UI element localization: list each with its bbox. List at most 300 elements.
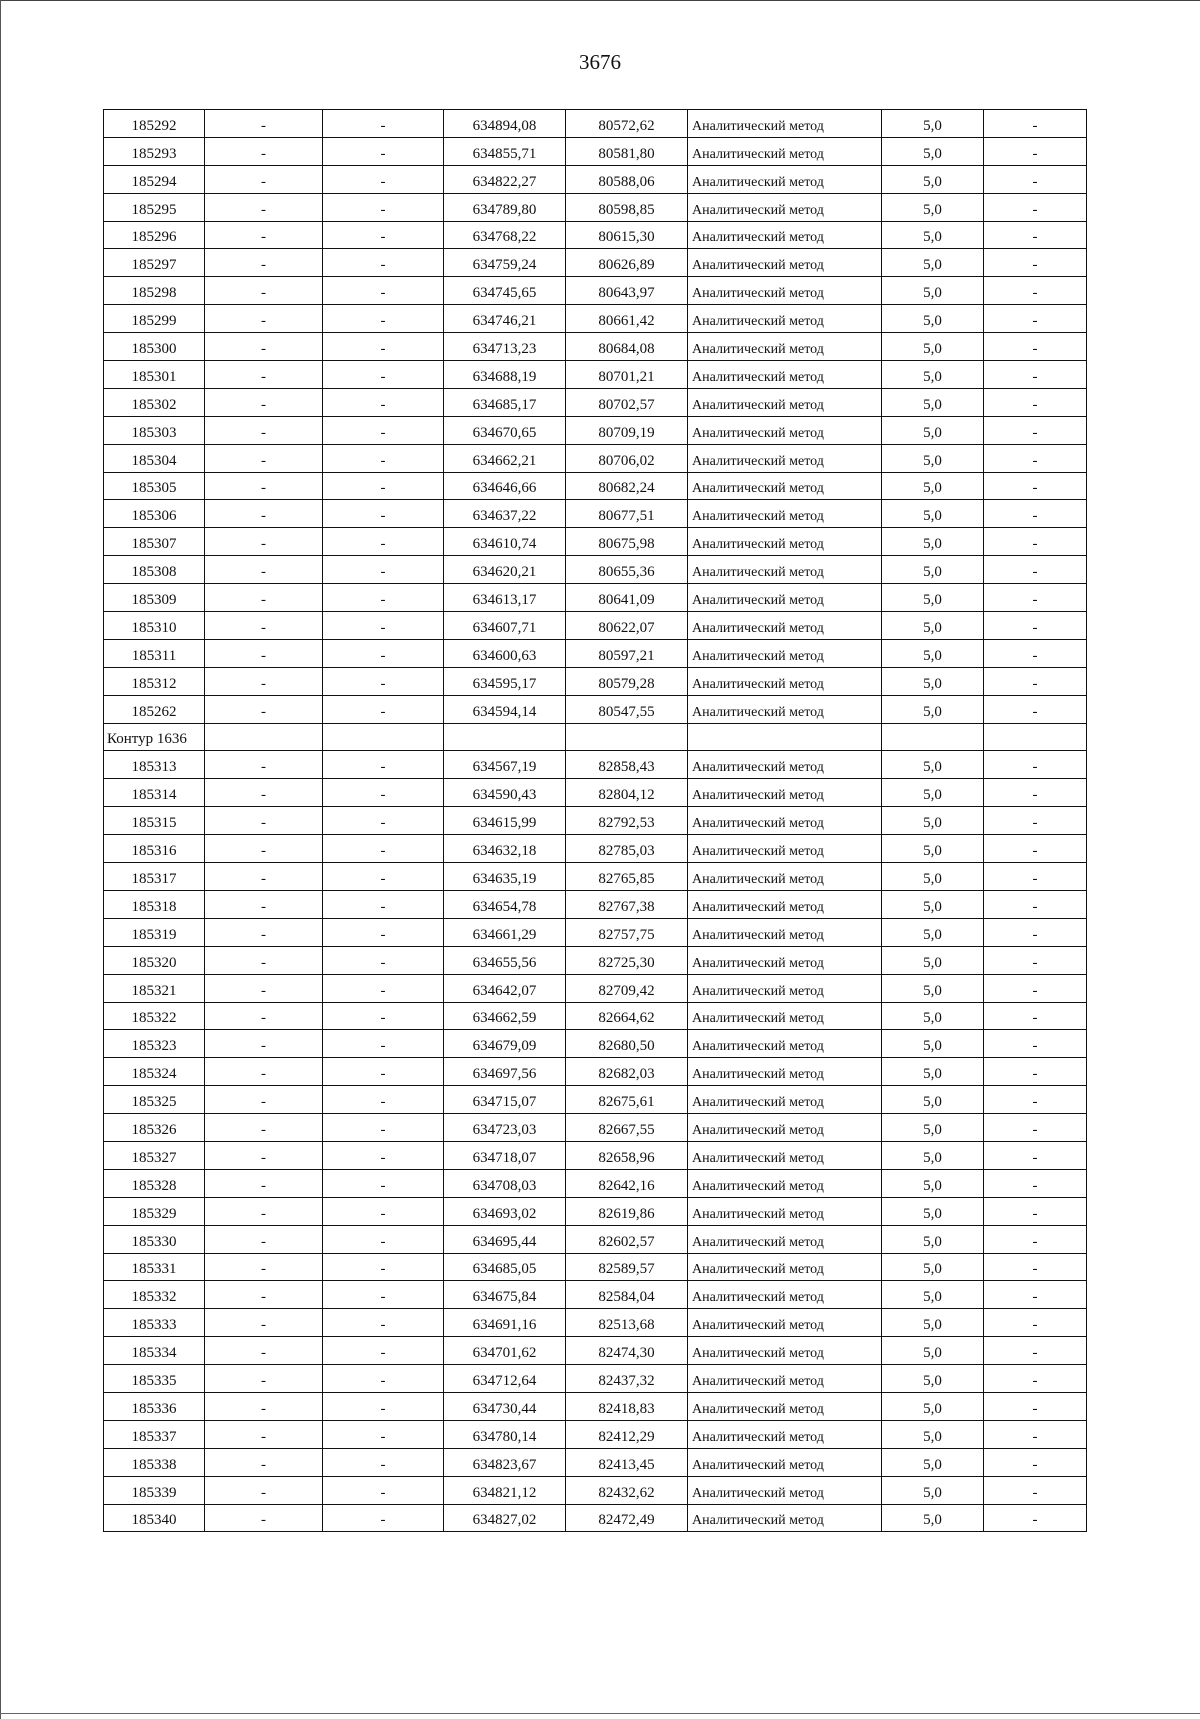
dash-cell-b: - xyxy=(323,890,444,918)
x-coordinate-cell: 634745,65 xyxy=(444,277,566,305)
table-row xyxy=(104,221,1087,249)
table-row xyxy=(104,333,1087,361)
dash-cell-b: - xyxy=(323,528,444,556)
accuracy-cell: 5,0 xyxy=(882,1392,984,1420)
table-row xyxy=(104,946,1087,974)
dash-cell-c: - xyxy=(984,137,1087,165)
dash-cell-b: - xyxy=(323,1476,444,1504)
point-number-cell: 185329 xyxy=(104,1197,205,1225)
dash-cell-b: - xyxy=(323,751,444,779)
method-cell: Аналитический метод xyxy=(688,110,882,138)
x-coordinate-cell: 634697,56 xyxy=(444,1058,566,1086)
method-cell: Аналитический метод xyxy=(688,221,882,249)
dash-cell-b: - xyxy=(323,946,444,974)
x-coordinate-cell: 634607,71 xyxy=(444,612,566,640)
x-coordinate-cell: 634855,71 xyxy=(444,137,566,165)
dash-cell-b: - xyxy=(323,639,444,667)
dash-cell-b: - xyxy=(323,333,444,361)
method-cell: Аналитический метод xyxy=(688,137,882,165)
dash-cell-a: - xyxy=(205,444,323,472)
point-number-cell: 185311 xyxy=(104,639,205,667)
dash-cell-b: - xyxy=(323,110,444,138)
point-number-cell: 185300 xyxy=(104,333,205,361)
y-coordinate-cell: 82412,29 xyxy=(566,1420,688,1448)
dash-cell-c: - xyxy=(984,779,1087,807)
dash-cell-c: - xyxy=(984,1114,1087,1142)
table-row xyxy=(104,193,1087,221)
y-coordinate-cell: 82664,62 xyxy=(566,1002,688,1030)
dash-cell-c: - xyxy=(984,1225,1087,1253)
x-coordinate-cell: 634662,21 xyxy=(444,444,566,472)
table-row xyxy=(104,1504,1087,1532)
method-cell: Аналитический метод xyxy=(688,1002,882,1030)
dash-cell-b: - xyxy=(323,277,444,305)
dash-cell-a: - xyxy=(205,584,323,612)
table-row xyxy=(104,388,1087,416)
x-coordinate-cell: 634827,02 xyxy=(444,1504,566,1532)
dash-cell-a: - xyxy=(205,137,323,165)
accuracy-cell: 5,0 xyxy=(882,779,984,807)
accuracy-cell: 5,0 xyxy=(882,110,984,138)
dash-cell-c: - xyxy=(984,528,1087,556)
accuracy-cell: 5,0 xyxy=(882,918,984,946)
point-number-cell: 185305 xyxy=(104,472,205,500)
y-coordinate-cell: 80598,85 xyxy=(566,193,688,221)
dash-cell-c: - xyxy=(984,388,1087,416)
accuracy-cell: 5,0 xyxy=(882,1225,984,1253)
dash-cell-c: - xyxy=(984,1002,1087,1030)
y-coordinate-cell: 82584,04 xyxy=(566,1281,688,1309)
dash-cell-b: - xyxy=(323,1420,444,1448)
dash-cell-a: - xyxy=(205,1504,323,1532)
y-coordinate-cell: 82619,86 xyxy=(566,1197,688,1225)
y-coordinate-cell: 82858,43 xyxy=(566,751,688,779)
table-row xyxy=(104,751,1087,779)
point-number-cell: 185262 xyxy=(104,695,205,723)
dash-cell-a: - xyxy=(205,890,323,918)
bottom-border-line xyxy=(0,1713,1200,1714)
table-row xyxy=(104,918,1087,946)
accuracy-cell: 5,0 xyxy=(882,1169,984,1197)
dash-cell-a: - xyxy=(205,1281,323,1309)
dash-cell-c: - xyxy=(984,1058,1087,1086)
x-coordinate-cell: 634693,02 xyxy=(444,1197,566,1225)
dash-cell-c: - xyxy=(984,807,1087,835)
dash-cell-c: - xyxy=(984,1086,1087,1114)
point-number-cell: 185333 xyxy=(104,1309,205,1337)
accuracy-cell: 5,0 xyxy=(882,1197,984,1225)
dash-cell-a: - xyxy=(205,1420,323,1448)
dash-cell-a: - xyxy=(205,1197,323,1225)
dash-cell-c: - xyxy=(984,1476,1087,1504)
method-cell: Аналитический метод xyxy=(688,639,882,667)
dash-cell-b: - xyxy=(323,1392,444,1420)
method-cell: Аналитический метод xyxy=(688,1030,882,1058)
dash-cell-b: - xyxy=(323,1002,444,1030)
x-coordinate-cell: 634746,21 xyxy=(444,305,566,333)
point-number-cell: 185304 xyxy=(104,444,205,472)
point-number-cell: 185337 xyxy=(104,1420,205,1448)
accuracy-cell: 5,0 xyxy=(882,612,984,640)
dash-cell-a: - xyxy=(205,193,323,221)
table-row xyxy=(104,1337,1087,1365)
empty-cell xyxy=(566,723,688,751)
accuracy-cell: 5,0 xyxy=(882,974,984,1002)
y-coordinate-cell: 80684,08 xyxy=(566,333,688,361)
table-row xyxy=(104,1225,1087,1253)
accuracy-cell: 5,0 xyxy=(882,890,984,918)
x-coordinate-cell: 634646,66 xyxy=(444,472,566,500)
dash-cell-a: - xyxy=(205,835,323,863)
accuracy-cell: 5,0 xyxy=(882,1337,984,1365)
table-row xyxy=(104,110,1087,138)
dash-cell-a: - xyxy=(205,779,323,807)
table-row xyxy=(104,835,1087,863)
method-cell: Аналитический метод xyxy=(688,249,882,277)
dash-cell-c: - xyxy=(984,1392,1087,1420)
dash-cell-c: - xyxy=(984,946,1087,974)
point-number-cell: 185315 xyxy=(104,807,205,835)
dash-cell-c: - xyxy=(984,1420,1087,1448)
accuracy-cell: 5,0 xyxy=(882,751,984,779)
dash-cell-c: - xyxy=(984,1197,1087,1225)
accuracy-cell: 5,0 xyxy=(882,1086,984,1114)
dash-cell-a: - xyxy=(205,165,323,193)
accuracy-cell: 5,0 xyxy=(882,333,984,361)
dash-cell-a: - xyxy=(205,1392,323,1420)
method-cell: Аналитический метод xyxy=(688,1141,882,1169)
accuracy-cell: 5,0 xyxy=(882,639,984,667)
dash-cell-b: - xyxy=(323,1253,444,1281)
table-row xyxy=(104,1365,1087,1393)
table-row xyxy=(104,1448,1087,1476)
dash-cell-b: - xyxy=(323,1365,444,1393)
x-coordinate-cell: 634635,19 xyxy=(444,863,566,891)
method-cell: Аналитический метод xyxy=(688,807,882,835)
method-cell: Аналитический метод xyxy=(688,1392,882,1420)
empty-cell xyxy=(882,723,984,751)
dash-cell-c: - xyxy=(984,639,1087,667)
dash-cell-b: - xyxy=(323,249,444,277)
x-coordinate-cell: 634822,27 xyxy=(444,165,566,193)
y-coordinate-cell: 80581,80 xyxy=(566,137,688,165)
empty-cell xyxy=(688,723,882,751)
table-row xyxy=(104,361,1087,389)
point-number-cell: 185292 xyxy=(104,110,205,138)
accuracy-cell: 5,0 xyxy=(882,1058,984,1086)
dash-cell-a: - xyxy=(205,863,323,891)
table-row xyxy=(104,974,1087,1002)
dash-cell-a: - xyxy=(205,1309,323,1337)
table-row xyxy=(104,1309,1087,1337)
dash-cell-c: - xyxy=(984,444,1087,472)
dash-cell-a: - xyxy=(205,1225,323,1253)
method-cell: Аналитический метод xyxy=(688,500,882,528)
dash-cell-a: - xyxy=(205,695,323,723)
dash-cell-c: - xyxy=(984,1141,1087,1169)
method-cell: Аналитический метод xyxy=(688,1504,882,1532)
x-coordinate-cell: 634713,23 xyxy=(444,333,566,361)
accuracy-cell: 5,0 xyxy=(882,1141,984,1169)
method-cell: Аналитический метод xyxy=(688,1058,882,1086)
dash-cell-c: - xyxy=(984,751,1087,779)
dash-cell-c: - xyxy=(984,110,1087,138)
x-coordinate-cell: 634632,18 xyxy=(444,835,566,863)
x-coordinate-cell: 634894,08 xyxy=(444,110,566,138)
y-coordinate-cell: 80675,98 xyxy=(566,528,688,556)
table-row xyxy=(104,1114,1087,1142)
dash-cell-b: - xyxy=(323,835,444,863)
y-coordinate-cell: 82765,85 xyxy=(566,863,688,891)
dash-cell-c: - xyxy=(984,1253,1087,1281)
point-number-cell: 185298 xyxy=(104,277,205,305)
method-cell: Аналитический метод xyxy=(688,388,882,416)
point-number-cell: 185326 xyxy=(104,1114,205,1142)
dash-cell-b: - xyxy=(323,1030,444,1058)
accuracy-cell: 5,0 xyxy=(882,249,984,277)
dash-cell-b: - xyxy=(323,918,444,946)
y-coordinate-cell: 80597,21 xyxy=(566,639,688,667)
table-row xyxy=(104,863,1087,891)
y-coordinate-cell: 82804,12 xyxy=(566,779,688,807)
method-cell: Аналитический метод xyxy=(688,528,882,556)
x-coordinate-cell: 634685,17 xyxy=(444,388,566,416)
x-coordinate-cell: 634789,80 xyxy=(444,193,566,221)
y-coordinate-cell: 82667,55 xyxy=(566,1114,688,1142)
dash-cell-c: - xyxy=(984,584,1087,612)
y-coordinate-cell: 82474,30 xyxy=(566,1337,688,1365)
method-cell: Аналитический метод xyxy=(688,416,882,444)
dash-cell-b: - xyxy=(323,193,444,221)
dash-cell-a: - xyxy=(205,110,323,138)
point-number-cell: 185327 xyxy=(104,1141,205,1169)
accuracy-cell: 5,0 xyxy=(882,556,984,584)
dash-cell-b: - xyxy=(323,1058,444,1086)
y-coordinate-cell: 80579,28 xyxy=(566,667,688,695)
table-row xyxy=(104,807,1087,835)
method-cell: Аналитический метод xyxy=(688,946,882,974)
dash-cell-c: - xyxy=(984,1504,1087,1532)
point-number-cell: 185313 xyxy=(104,751,205,779)
dash-cell-b: - xyxy=(323,556,444,584)
x-coordinate-cell: 634759,24 xyxy=(444,249,566,277)
accuracy-cell: 5,0 xyxy=(882,1030,984,1058)
table-row xyxy=(104,667,1087,695)
method-cell: Аналитический метод xyxy=(688,1225,882,1253)
dash-cell-a: - xyxy=(205,500,323,528)
method-cell: Аналитический метод xyxy=(688,361,882,389)
y-coordinate-cell: 80622,07 xyxy=(566,612,688,640)
x-coordinate-cell: 634620,21 xyxy=(444,556,566,584)
x-coordinate-cell: 634715,07 xyxy=(444,1086,566,1114)
dash-cell-c: - xyxy=(984,556,1087,584)
y-coordinate-cell: 82513,68 xyxy=(566,1309,688,1337)
point-number-cell: 185340 xyxy=(104,1504,205,1532)
dash-cell-c: - xyxy=(984,472,1087,500)
x-coordinate-cell: 634712,64 xyxy=(444,1365,566,1393)
method-cell: Аналитический метод xyxy=(688,444,882,472)
point-number-cell: 185306 xyxy=(104,500,205,528)
method-cell: Аналитический метод xyxy=(688,779,882,807)
point-number-cell: 185323 xyxy=(104,1030,205,1058)
point-number-cell: 185320 xyxy=(104,946,205,974)
x-coordinate-cell: 634730,44 xyxy=(444,1392,566,1420)
dash-cell-b: - xyxy=(323,1169,444,1197)
table-row xyxy=(104,277,1087,305)
accuracy-cell: 5,0 xyxy=(882,221,984,249)
point-number-cell: 185318 xyxy=(104,890,205,918)
dash-cell-b: - xyxy=(323,1448,444,1476)
method-cell: Аналитический метод xyxy=(688,1365,882,1393)
dash-cell-c: - xyxy=(984,612,1087,640)
dash-cell-c: - xyxy=(984,890,1087,918)
accuracy-cell: 5,0 xyxy=(882,165,984,193)
point-number-cell: 185334 xyxy=(104,1337,205,1365)
method-cell: Аналитический метод xyxy=(688,584,882,612)
dash-cell-a: - xyxy=(205,472,323,500)
dash-cell-a: - xyxy=(205,1476,323,1504)
dash-cell-b: - xyxy=(323,779,444,807)
table-row xyxy=(104,1086,1087,1114)
dash-cell-a: - xyxy=(205,1448,323,1476)
y-coordinate-cell: 82680,50 xyxy=(566,1030,688,1058)
dash-cell-a: - xyxy=(205,277,323,305)
method-cell: Аналитический метод xyxy=(688,1253,882,1281)
y-coordinate-cell: 82785,03 xyxy=(566,835,688,863)
accuracy-cell: 5,0 xyxy=(882,807,984,835)
dash-cell-b: - xyxy=(323,974,444,1002)
accuracy-cell: 5,0 xyxy=(882,1309,984,1337)
point-number-cell: 185325 xyxy=(104,1086,205,1114)
table-row xyxy=(104,444,1087,472)
dash-cell-c: - xyxy=(984,1365,1087,1393)
x-coordinate-cell: 634679,09 xyxy=(444,1030,566,1058)
dash-cell-c: - xyxy=(984,500,1087,528)
accuracy-cell: 5,0 xyxy=(882,193,984,221)
x-coordinate-cell: 634691,16 xyxy=(444,1309,566,1337)
dash-cell-a: - xyxy=(205,1169,323,1197)
dash-cell-a: - xyxy=(205,946,323,974)
point-number-cell: 185294 xyxy=(104,165,205,193)
table-row xyxy=(104,695,1087,723)
point-number-cell: 185310 xyxy=(104,612,205,640)
coordinates-table xyxy=(103,109,1087,1532)
method-cell: Аналитический метод xyxy=(688,918,882,946)
empty-cell xyxy=(984,723,1087,751)
point-number-cell: 185332 xyxy=(104,1281,205,1309)
dash-cell-a: - xyxy=(205,528,323,556)
y-coordinate-cell: 82792,53 xyxy=(566,807,688,835)
y-coordinate-cell: 82709,42 xyxy=(566,974,688,1002)
table-row xyxy=(104,890,1087,918)
accuracy-cell: 5,0 xyxy=(882,1253,984,1281)
y-coordinate-cell: 80677,51 xyxy=(566,500,688,528)
dash-cell-b: - xyxy=(323,1225,444,1253)
dash-cell-c: - xyxy=(984,1169,1087,1197)
method-cell: Аналитический метод xyxy=(688,612,882,640)
left-border-line xyxy=(0,0,1,1719)
x-coordinate-cell: 634768,22 xyxy=(444,221,566,249)
y-coordinate-cell: 80706,02 xyxy=(566,444,688,472)
dash-cell-a: - xyxy=(205,1086,323,1114)
dash-cell-c: - xyxy=(984,333,1087,361)
top-border-line xyxy=(0,0,1200,1)
accuracy-cell: 5,0 xyxy=(882,1420,984,1448)
y-coordinate-cell: 82432,62 xyxy=(566,1476,688,1504)
dash-cell-b: - xyxy=(323,361,444,389)
dash-cell-c: - xyxy=(984,974,1087,1002)
empty-cell xyxy=(444,723,566,751)
point-number-cell: 185317 xyxy=(104,863,205,891)
dash-cell-b: - xyxy=(323,444,444,472)
y-coordinate-cell: 82589,57 xyxy=(566,1253,688,1281)
method-cell: Аналитический метод xyxy=(688,165,882,193)
dash-cell-b: - xyxy=(323,500,444,528)
table-row xyxy=(104,1058,1087,1086)
table-row xyxy=(104,528,1087,556)
accuracy-cell: 5,0 xyxy=(882,584,984,612)
y-coordinate-cell: 80701,21 xyxy=(566,361,688,389)
x-coordinate-cell: 634670,65 xyxy=(444,416,566,444)
dash-cell-a: - xyxy=(205,388,323,416)
y-coordinate-cell: 80641,09 xyxy=(566,584,688,612)
table-row xyxy=(104,1030,1087,1058)
dash-cell-a: - xyxy=(205,1030,323,1058)
dash-cell-a: - xyxy=(205,807,323,835)
x-coordinate-cell: 634662,59 xyxy=(444,1002,566,1030)
x-coordinate-cell: 634718,07 xyxy=(444,1141,566,1169)
method-cell: Аналитический метод xyxy=(688,556,882,584)
y-coordinate-cell: 82767,38 xyxy=(566,890,688,918)
accuracy-cell: 5,0 xyxy=(882,500,984,528)
dash-cell-b: - xyxy=(323,1141,444,1169)
point-number-cell: 185321 xyxy=(104,974,205,1002)
point-number-cell: 185322 xyxy=(104,1002,205,1030)
dash-cell-b: - xyxy=(323,695,444,723)
table-row xyxy=(104,305,1087,333)
dash-cell-c: - xyxy=(984,249,1087,277)
accuracy-cell: 5,0 xyxy=(882,1365,984,1393)
dash-cell-b: - xyxy=(323,137,444,165)
x-coordinate-cell: 634685,05 xyxy=(444,1253,566,1281)
dash-cell-b: - xyxy=(323,1086,444,1114)
y-coordinate-cell: 82642,16 xyxy=(566,1169,688,1197)
y-coordinate-cell: 80547,55 xyxy=(566,695,688,723)
table-row xyxy=(104,1169,1087,1197)
dash-cell-b: - xyxy=(323,305,444,333)
contour-header-row xyxy=(104,723,1087,751)
y-coordinate-cell: 82418,83 xyxy=(566,1392,688,1420)
y-coordinate-cell: 82413,45 xyxy=(566,1448,688,1476)
table-row xyxy=(104,249,1087,277)
dash-cell-a: - xyxy=(205,1253,323,1281)
dash-cell-a: - xyxy=(205,1365,323,1393)
table-row xyxy=(104,1392,1087,1420)
table-row xyxy=(104,584,1087,612)
x-coordinate-cell: 634654,78 xyxy=(444,890,566,918)
x-coordinate-cell: 634675,84 xyxy=(444,1281,566,1309)
y-coordinate-cell: 82675,61 xyxy=(566,1086,688,1114)
dash-cell-a: - xyxy=(205,612,323,640)
method-cell: Аналитический метод xyxy=(688,1114,882,1142)
y-coordinate-cell: 80682,24 xyxy=(566,472,688,500)
point-number-cell: 185301 xyxy=(104,361,205,389)
point-number-cell: 185336 xyxy=(104,1392,205,1420)
coordinates-table-body xyxy=(104,110,1087,1532)
x-coordinate-cell: 634701,62 xyxy=(444,1337,566,1365)
empty-cell xyxy=(205,723,323,751)
accuracy-cell: 5,0 xyxy=(882,695,984,723)
